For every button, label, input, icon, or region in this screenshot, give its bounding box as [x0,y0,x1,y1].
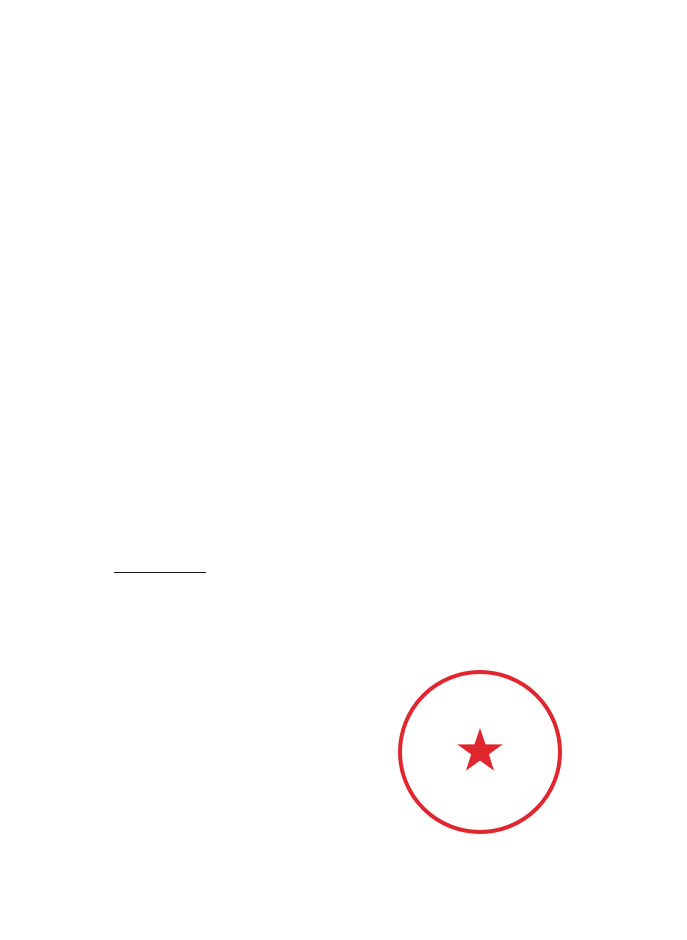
attachment-line [112,553,208,577]
official-seal [396,668,564,836]
seal-star-icon [457,728,503,771]
attachment-blank [114,554,206,573]
seal-ring [400,672,560,832]
